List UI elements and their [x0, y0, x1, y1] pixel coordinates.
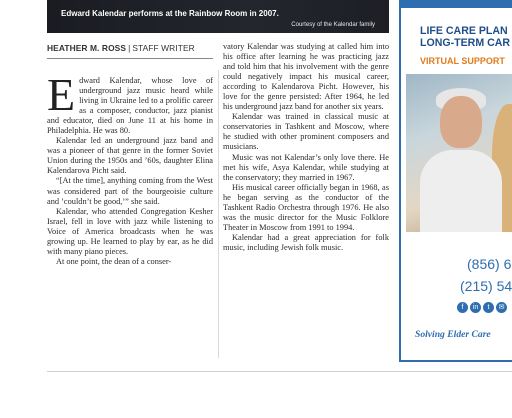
- paragraph: His musical career officially began in 1968, as he began serving as the conductor of the Tashkent Radio Orchestra through 1976. He also was the music director for the Music Folklore Theater in Moscow from 1991 to 1994.: [223, 182, 389, 232]
- paragraph: Kalendar was trained in classical music at conservatories in Tashkent and Moscow, where he studied with other prominent composers and musicians.: [223, 112, 389, 152]
- paragraph: At one point, the dean of a conser-: [56, 256, 172, 266]
- paragraph: Kalendar led an underground jazz band and was a pioneer of that genre in the former Soviet Union during the 1950s and ’60s, daughter Elina Kalendarova Picht said.: [47, 136, 213, 176]
- advertisement[interactable]: [399, 0, 512, 362]
- author-role: STAFF WRITER: [132, 43, 195, 53]
- linkedin-icon[interactable]: in: [470, 302, 481, 313]
- paragraph: Music was not Kalendar’s only love there. He met his wife, Asya Kalendar, while studying at the conservatory; they married in 1967.: [223, 152, 389, 182]
- column-divider: [218, 70, 219, 358]
- paragraph: “[At the time], anything coming from the West was considered part of the bourgeoisie culture and ’couldn’t be good,’” she said.: [47, 176, 213, 206]
- drop-cap: E: [47, 69, 76, 120]
- byline-rule: [47, 58, 213, 59]
- ad-tagline: Solving Elder Care: [415, 329, 491, 340]
- article-photo: [47, 0, 389, 33]
- paragraph: Kalendar had a great appreciation for folk music, including Jewish folk music.: [223, 232, 389, 252]
- paragraph: Edward Kalendar, whose love of underground jazz music heard while living in Ukraine led to a prolific career as a composer, conductor, jazz pianist and educator, died on June 11 at his home in Philadelphia. He was 80.: [47, 69, 213, 136]
- article-column-1: [47, 69, 213, 267]
- paragraph: vatory Kalendar was studying at called him into his office after learning he was practicing jazz and told him that his involvement with the genre could negatively impact his musical career, according to Kalendarova Picht. However, his love for the genre persisted: After 1964, he led his underground jazz band for another six years.: [223, 42, 389, 112]
- email-icon[interactable]: ✉: [496, 302, 507, 313]
- ad-social-icons: [457, 302, 507, 313]
- ad-photo: [406, 74, 512, 232]
- ad-title: LIFE CARE PLAN LONG-TERM CAR: [420, 25, 511, 49]
- author-name: HEATHER M. ROSS: [47, 43, 127, 53]
- ad-phone-1[interactable]: (856) 6: [467, 256, 512, 272]
- byline-separator: |: [128, 43, 131, 53]
- ad-subtitle: VIRTUAL SUPPORT: [420, 56, 505, 66]
- ad-phone-2[interactable]: (215) 54: [460, 278, 512, 294]
- photo-credit: Courtesy of the Kalendar family: [291, 22, 375, 28]
- byline: [47, 43, 195, 53]
- paragraph: Kalendar, who attended Congregation Kesher Israel, fell in love with jazz while listening to Voice of America broadcasts when he was growing up. He learned to play by ear, as he did with many piano pieces.: [47, 206, 213, 256]
- facebook-icon[interactable]: f: [457, 302, 468, 313]
- twitter-icon[interactable]: t: [483, 302, 494, 313]
- article-column-2: [223, 42, 389, 253]
- photo-caption: Edward Kalendar performs at the Rainbow Room in 2007.: [61, 9, 279, 18]
- page-bottom-rule: [47, 371, 512, 372]
